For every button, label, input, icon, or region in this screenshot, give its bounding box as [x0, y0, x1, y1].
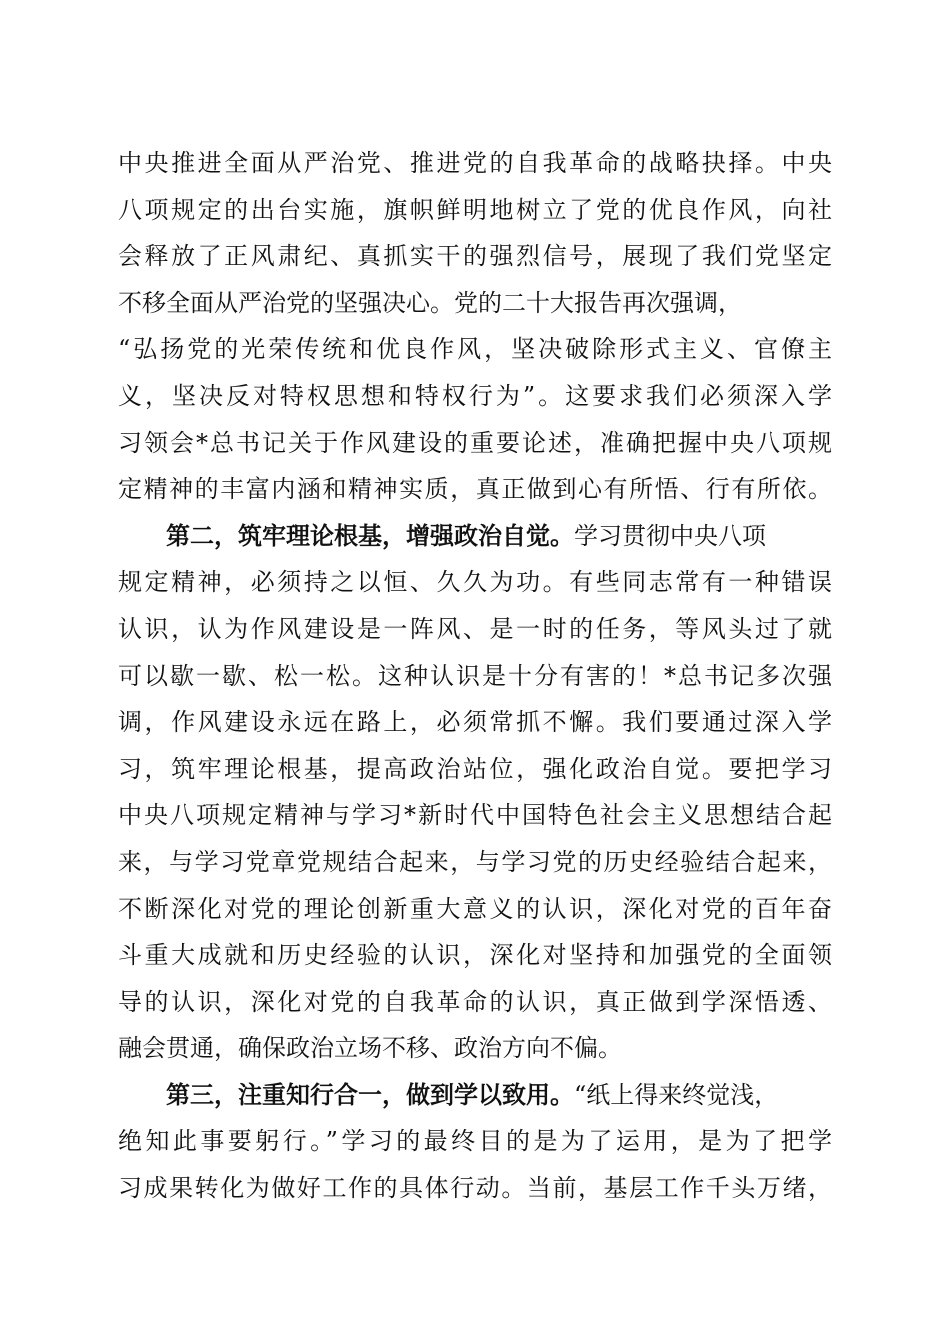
- text-line: 习领会*总书记关于作风建设的重要论述，准确把握中央八项规: [118, 428, 832, 457]
- section-heading: 第二，筑牢理论根基，增强政治自觉。: [166, 520, 574, 550]
- text-line: 习，筑牢理论根基，提高政治站位，强化政治自觉。要把学习: [118, 754, 832, 783]
- text-line: “弘扬党的光荣传统和优良作风，坚决破除形式主义、官僚主: [118, 335, 832, 364]
- text-line: 认识，认为作风建设是一阵风、是一时的任务，等风头过了就: [118, 614, 832, 643]
- text-line: 习成果转化为做好工作的具体行动。当前，基层工作千头万绪，: [118, 1174, 832, 1203]
- text-line: 规定精神，必须持之以恒、久久为功。有些同志常有一种错误: [118, 568, 832, 597]
- text-line: 融会贯通，确保政治立场不移、政治方向不偏。: [118, 1034, 622, 1063]
- text-line: 中央八项规定精神与学习*新时代中国特色社会主义思想结合起: [118, 801, 832, 830]
- text-line: 导的认识，深化对党的自我革命的认识，真正做到学深悟透、: [118, 987, 832, 1016]
- document-page: [118, 140, 832, 1212]
- text-line: 不断深化对党的理论创新重大意义的认识，深化对党的百年奋: [118, 894, 832, 923]
- text-line: 八项规定的出台实施，旗帜鲜明地树立了党的优良作风，向社: [118, 195, 832, 224]
- text-run: 学习贯彻中央八项: [574, 521, 766, 550]
- text-line: 斗重大成就和历史经验的认识，深化对坚持和加强党的全面领: [118, 941, 832, 970]
- text-run: “纸上得来终觉浅，: [574, 1080, 779, 1109]
- text-line: 来，与学习党章党规结合起来，与学习党的历史经验结合起来，: [118, 847, 832, 876]
- text-line: 中央推进全面从严治党、推进党的自我革命的战略抉择。中央: [118, 149, 832, 177]
- text-line: [118, 513, 832, 560]
- text-line: 不移全面从严治党的坚强决心。党的二十大报告再次强调，: [118, 288, 742, 317]
- paragraph-2: [118, 513, 832, 1072]
- text-line: 定精神的丰富内涵和精神实质，真正做到心有所悟、行有所依。: [118, 475, 832, 504]
- text-line: [118, 1072, 832, 1119]
- paragraph-1: [118, 140, 832, 513]
- text-line: 绝知此事要躬行。”学习的最终目的是为了运用，是为了把学: [118, 1127, 832, 1156]
- text-line: 义，坚决反对特权思想和特权行为”。这要求我们必须深入学: [118, 381, 832, 410]
- section-heading: 第三，注重知行合一，做到学以致用。: [166, 1079, 574, 1109]
- text-line: 会释放了正风肃纪、真抓实干的强烈信号，展现了我们党坚定: [118, 242, 832, 271]
- text-line: 调，作风建设永远在路上，必须常抓不懈。我们要通过深入学: [118, 708, 832, 737]
- paragraph-3: [118, 1072, 832, 1212]
- text-line: 可以歇一歇、松一松。这种认识是十分有害的！*总书记多次强: [118, 661, 832, 690]
